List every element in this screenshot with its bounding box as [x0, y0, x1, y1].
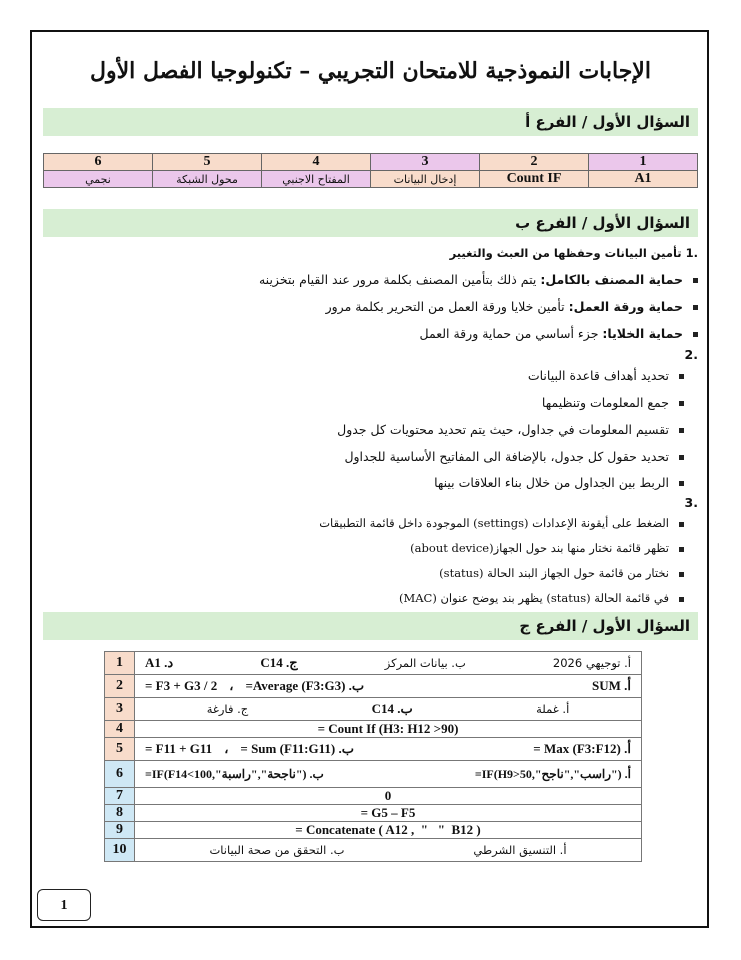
- bullet-icon: [693, 305, 698, 310]
- answers-table-c: [104, 651, 642, 862]
- item-text: نختار من قائمة حول الجهاز البند الحالة (status): [439, 566, 669, 580]
- section-heading-b: السؤال الأول / الفرع ب: [43, 209, 698, 237]
- answer-part: = F11 + G11: [145, 741, 213, 756]
- table-cell: Count IF: [480, 171, 589, 188]
- answer-part: ب. (F11:G11) Sum =: [240, 741, 354, 756]
- table-row: [105, 652, 642, 675]
- bullet-icon: [679, 481, 684, 486]
- separator: ،: [224, 741, 229, 756]
- answer-part: ب. ("ناجحة","راسبة",IF(F14<100=: [145, 767, 324, 781]
- bullet-icon: [679, 428, 684, 433]
- table-row: [105, 738, 642, 761]
- table-cell: [135, 652, 642, 675]
- answer-part: د. A1: [145, 655, 174, 670]
- page-number: 1: [37, 889, 91, 921]
- section-heading-c: السؤال الأول / الفرع ج: [43, 612, 698, 640]
- list-item: [434, 474, 684, 492]
- list-item: [420, 325, 699, 343]
- row-number: 3: [105, 698, 135, 721]
- item-text: تقسيم المعلومات في جداول، حيث يتم تحديد محتويات كل جدول: [337, 422, 669, 437]
- table-row: [105, 839, 642, 862]
- item-text: في قائمة الحالة (status) يظهر بند يوضح عنوان (MAC): [398, 591, 669, 605]
- answer-part: أ. التنسيق الشرطي: [473, 843, 567, 857]
- answer-part: أ. غملة: [536, 702, 570, 716]
- table-cell: [135, 839, 642, 862]
- table-cell: محول الشبكة: [153, 171, 262, 188]
- answer-part: ب. بيانات المركز: [384, 656, 466, 670]
- row-number: 10: [105, 839, 135, 862]
- table-header-cell: 6: [44, 154, 153, 171]
- item-text: يتم ذلك بتأمين المصنف بكلمة مرور عند القيام بتخزينه: [258, 272, 537, 287]
- item-term: حماية المصنف بالكامل:: [540, 272, 683, 287]
- item-text: تحديد أهداف قاعدة البيانات: [527, 368, 669, 383]
- list-item: [528, 367, 684, 385]
- answer-part: ب. (F3:G3) Average=: [245, 678, 365, 693]
- answer-group: [145, 678, 364, 694]
- table-header-cell: 3: [371, 154, 480, 171]
- page-title: الإجابات النموذجية للامتحان التجريبي – تكنولوجيا الفصل الأول: [90, 58, 651, 84]
- answer-part: = F3 + G3 / 2: [145, 678, 218, 693]
- row-number: 6: [105, 761, 135, 788]
- q2-number: .2: [684, 347, 698, 362]
- item-text: تأمين خلايا ورقة العمل من التحرير بكلمة مرور: [325, 299, 565, 314]
- table-row: [105, 805, 642, 822]
- bullet-icon: [679, 374, 684, 379]
- section-heading-a: السؤال الأول / الفرع أ: [43, 108, 698, 136]
- row-number: 4: [105, 721, 135, 738]
- table-cell: [135, 738, 642, 761]
- bullet-icon: [679, 572, 684, 577]
- list-item: [439, 564, 684, 582]
- list-item: [326, 298, 698, 316]
- table-header-cell: 4: [262, 154, 371, 171]
- table-row: [105, 788, 642, 805]
- answer-part: أ. (F3:F12) Max =: [533, 741, 631, 756]
- answer-part: أ. SUM: [591, 678, 631, 693]
- table-cell: A1: [589, 171, 698, 188]
- item-text: جزء أساسي من حماية ورقة العمل: [419, 326, 599, 341]
- row-number: 7: [105, 788, 135, 805]
- bullet-icon: [679, 522, 684, 527]
- list-item: [337, 421, 684, 439]
- list-item: [344, 448, 684, 466]
- row-number: 8: [105, 805, 135, 822]
- item-term: حماية الخلايا:: [602, 326, 683, 341]
- bullet-icon: [679, 547, 684, 552]
- bullet-icon: [679, 455, 684, 460]
- row-number: 9: [105, 822, 135, 839]
- table-header-cell: 1: [589, 154, 698, 171]
- bullet-icon: [693, 278, 698, 283]
- answer-part: ج. فارغة: [206, 702, 249, 716]
- table-row: [105, 698, 642, 721]
- table-row: [105, 761, 642, 788]
- item-text: تظهر قائمة نختار منها بند حول الجهاز(about device): [410, 541, 669, 555]
- item-term: حماية ورقة العمل:: [568, 299, 683, 314]
- table-row: [105, 822, 642, 839]
- separator: ،: [229, 678, 234, 693]
- row-number: 2: [105, 675, 135, 698]
- bullet-icon: [679, 597, 684, 602]
- row-number: 5: [105, 738, 135, 761]
- list-item: [542, 394, 684, 412]
- table-row: [105, 721, 642, 738]
- table-cell: = G5 – F5: [135, 805, 642, 822]
- item-text: الربط بين الجداول من خلال بناء العلاقات بينها: [434, 475, 669, 490]
- list-item: [259, 271, 698, 289]
- table-cell: [135, 761, 642, 788]
- table-cell: [135, 698, 642, 721]
- table-cell: 0: [135, 788, 642, 805]
- list-item: [399, 589, 684, 607]
- answer-part: ج. C14: [260, 655, 298, 670]
- table-row: [105, 675, 642, 698]
- list-item: [319, 514, 684, 532]
- table-cell: = Count If (H3: H12 >90): [135, 721, 642, 738]
- bullet-icon: [693, 332, 698, 337]
- row-number: 1: [105, 652, 135, 675]
- answer-group: [145, 741, 354, 757]
- answer-part: أ. ("راسب","ناجح",IF(H9>50=: [474, 767, 631, 781]
- answer-part: ب. التحقق من صحة البيانات: [209, 843, 345, 857]
- table-cell: = Concatenate ( A12 , " " B12 ): [135, 822, 642, 839]
- table-cell: إدخال البيانات: [371, 171, 480, 188]
- item-text: الضغط على أيقونة الإعدادات (settings) الموجودة داخل قائمة التطبيقات: [319, 516, 669, 530]
- table-header-cell: 5: [153, 154, 262, 171]
- item-text: جمع المعلومات وتنظيمها: [541, 395, 669, 410]
- table-cell: نجمي: [44, 171, 153, 188]
- q1-intro: .1 تأمين البيانات وحفظها من العبث والتغيير: [449, 246, 698, 260]
- list-item: [410, 539, 684, 557]
- q3-number: .3: [684, 495, 698, 510]
- answer-part: ب. C14: [371, 701, 413, 716]
- table-cell: المفتاح الاجنبي: [262, 171, 371, 188]
- table-cell: [135, 675, 642, 698]
- table-header-cell: 2: [480, 154, 589, 171]
- bullet-icon: [679, 401, 684, 406]
- answer-part: أ. توجيهي 2026: [552, 656, 631, 670]
- item-text: تحديد حقول كل جدول، بالإضافة الى المفاتيح الأساسية للجداول: [344, 449, 669, 464]
